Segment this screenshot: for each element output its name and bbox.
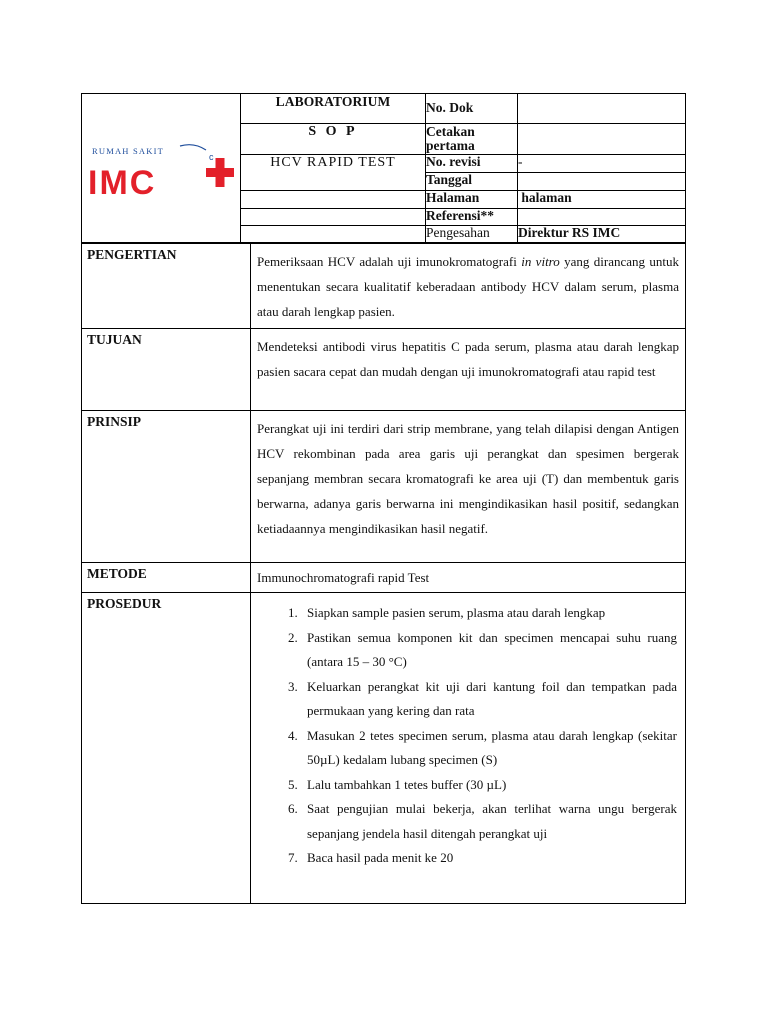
field-label-no-revisi: No. revisi [426,155,518,173]
field-label-no-dok: No. Dok [426,94,518,124]
section-text-prinsip: Perangkat uji ini terdiri dari strip membrane, yang telah dilapisi dengan Antigen HCV rekombinan pada area garis uji perangkat dan spesimen bergerak sepanjang membran secara kromatografi ke area uji (T) dan membentuk garis berwarna, adanya garis berwarna ini mengindikasikan hasil positif, sedangkan ketiadaannya mengindikasikan hasil negatif. [251,411,686,563]
logo-cell [82,94,241,243]
section-steps-prosedur [251,593,686,904]
list-item: 2. Pastikan semua komponen kit dan specimen mencapai suhu ruang (antara 15 – 30 °C) [301,626,677,675]
lab-label: LABORATORIUM [241,94,426,124]
empty-cell [241,226,426,243]
section-label-tujuan: TUJUAN [82,329,251,411]
sop-title: HCV RAPID TEST [241,155,426,191]
pengertian-italic-text: in vitro [521,254,560,269]
section-text-pengertian [251,244,686,329]
list-item: 7. Baca hasil pada menit ke 20 [301,846,677,871]
hospital-name-text: RUMAH SAKIT [92,146,164,156]
procedure-steps-list [257,601,677,871]
sop-body-table [81,243,686,904]
logo-text: IMC [88,164,157,202]
document-header-table [81,93,686,243]
list-item: 6. Saat pengujian mulai bekerja, akan terlihat warna ungu bergerak sepanjang jendela hasil ditengah perangkat uji [301,797,677,846]
pengertian-text-part: Pemeriksaan HCV adalah uji imunokromatografi [257,254,522,269]
section-text-metode: Immunochromatografi rapid Test [251,563,686,593]
row-prosedur [82,593,686,904]
field-value-tanggal [518,173,686,191]
empty-cell [241,209,426,226]
field-value-no-dok [518,94,686,124]
sop-label: S O P [241,124,426,155]
field-label-cetakan: Cetakan pertama [426,124,518,155]
field-value-halaman: halaman [518,191,686,209]
empty-cell [241,191,426,209]
field-value-no-revisi: - [518,155,686,173]
row-pengertian [82,244,686,329]
section-label-metode: METODE [82,563,251,593]
field-label-tanggal: Tanggal [426,173,518,191]
imc-logo-icon [82,128,240,208]
pengertian-text-part: yang dirancang untuk menentukan secara kualitatif keberadaan antibody HCV dalam serum, plasma atau darah lengkap pasien. [257,254,679,319]
section-label-prosedur: PROSEDUR [82,593,251,904]
list-item: 5. Lalu tambahkan 1 tetes buffer (30 µL) [301,773,677,798]
field-label-halaman: Halaman [426,191,518,209]
field-label-pengesahan: Pengesahan [426,226,518,243]
row-tujuan [82,329,686,411]
section-label-pengertian: PENGERTIAN [82,244,251,329]
row-metode [82,563,686,593]
list-item: 4. Masukan 2 tetes specimen serum, plasma atau darah lengkap (sekitar 50µL) kedalam lubang specimen (S) [301,724,677,773]
field-label-referensi: Referensi** [426,209,518,226]
field-value-referensi [518,209,686,226]
field-value-cetakan [518,124,686,155]
list-item: 3. Keluarkan perangkat kit uji dari kantung foil dan tempatkan pada permukaan yang kering dan rata [301,675,677,724]
field-value-pengesahan: Direktur RS IMC [518,226,686,243]
section-text-tujuan: Mendeteksi antibodi virus hepatitis C pada serum, plasma atau darah lengkap pasien sacara cepat dan mudah dengan uji imunokromatografi atau rapid test [251,329,686,411]
list-item: 1. Siapkan sample pasien serum, plasma atau darah lengkap [301,601,677,626]
section-label-prinsip: PRINSIP [82,411,251,563]
svg-text:c: c [209,152,214,162]
hospital-logo [82,128,240,208]
row-prinsip [82,411,686,563]
